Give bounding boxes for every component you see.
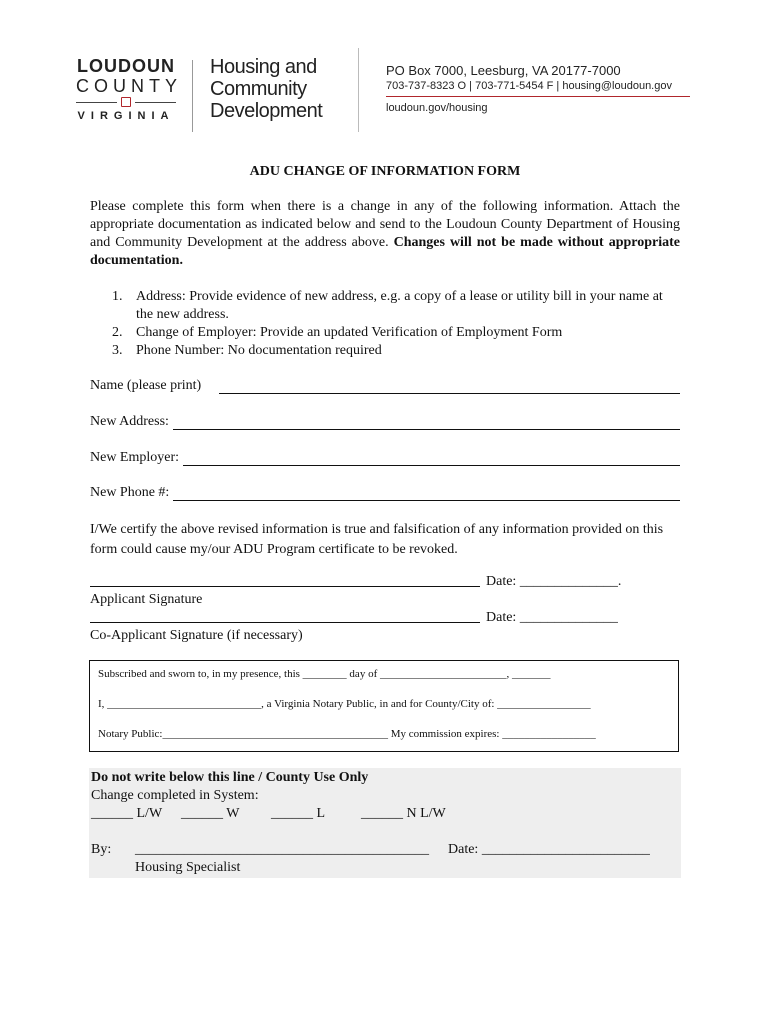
contact-block <box>386 62 690 115</box>
notary-line-2[interactable]: I, ____________________________, a Virginia Notary Public, in and for County/City of: _________________ <box>98 698 591 710</box>
county-seal-icon <box>121 97 131 107</box>
mailing-address: PO Box 7000, Leesburg, VA 20177-7000 <box>386 63 621 78</box>
list-item: 1. Address: Provide evidence of new address, e.g. a copy of a lease or utility bill in your name at the new address. <box>112 289 663 322</box>
dept-line-1: Housing and <box>210 56 317 78</box>
accent-rule <box>386 96 690 97</box>
phone-email: 703-737-8323 O | 703-771-5454 F | housing@loudoun.gov <box>386 80 672 92</box>
employer-label: New Employer: <box>90 450 180 465</box>
address-field <box>90 414 680 430</box>
documentation-list <box>112 288 680 360</box>
applicant-signature-label: Applicant Signature <box>90 592 203 607</box>
option-w[interactable]: ______ W <box>181 806 240 821</box>
phone-input-line[interactable] <box>173 486 680 501</box>
address-input-line[interactable] <box>173 415 680 430</box>
applicant-signature-line[interactable] <box>90 586 480 587</box>
logo-rule <box>76 97 176 107</box>
certification-text: I/We certify the above revised information is true and falsification of any information provided on this form could cause my/our ADU Program certificate to be revoked. <box>90 522 664 557</box>
logo-divider <box>192 60 193 132</box>
coapplicant-signature-line[interactable] <box>90 622 480 623</box>
county-use-section <box>89 768 681 878</box>
name-input-line[interactable] <box>219 379 680 394</box>
coapplicant-date[interactable]: Date: ______________ <box>486 610 618 625</box>
county-date[interactable]: Date: ________________________ <box>448 842 650 857</box>
housing-specialist-label: Housing Specialist <box>135 860 241 875</box>
contact-divider <box>358 48 359 132</box>
website: loudoun.gov/housing <box>386 102 488 114</box>
coapplicant-signature-label: Co-Applicant Signature (if necessary) <box>90 628 303 643</box>
address-label: New Address: <box>90 414 169 429</box>
phone-field <box>90 485 680 501</box>
applicant-date[interactable]: Date: ______________. <box>486 574 622 589</box>
name-label: Name (please print) <box>90 378 202 393</box>
notary-line-1[interactable]: Subscribed and sworn to, in my presence, this ________ day of _______________________, _______ <box>98 668 551 680</box>
loudoun-county-logo <box>76 56 182 123</box>
county-use-heading: Do not write below this line / County Use Only <box>91 770 369 785</box>
intro-bold: Changes will not be made without appropriate documentation. <box>90 235 680 268</box>
form-title: ADU CHANGE OF INFORMATION FORM <box>249 164 521 179</box>
option-lw[interactable]: ______ L/W <box>91 806 163 821</box>
name-field <box>90 378 680 394</box>
letterhead <box>0 48 770 138</box>
intro-paragraph <box>90 198 680 270</box>
employer-input-line[interactable] <box>183 451 680 466</box>
intro-text: Please complete this form when there is a change in any of the following information. Attach the appropriate documentation as indicated below and send to the Loudoun County Department of Housing and Community Development at the address above. <box>90 199 680 250</box>
department-logo <box>210 56 322 122</box>
dept-line-2: Community <box>210 78 307 100</box>
notary-box <box>89 660 679 752</box>
employer-field <box>90 450 680 466</box>
logo-line-3: VIRGINIA <box>77 110 175 122</box>
option-l[interactable]: ______ L <box>271 806 326 821</box>
list-item: 2. Change of Employer: Provide an updated Verification of Employment Form <box>112 325 563 340</box>
change-completed-label: Change completed in System: <box>91 788 259 803</box>
notary-line-3[interactable]: Notary Public:_________________________________________ My commission expires: _________________ <box>98 728 596 740</box>
option-nlw[interactable]: ______ N L/W <box>361 806 446 821</box>
by-line[interactable]: __________________________________________ <box>135 842 429 857</box>
by-label: By: <box>91 842 112 857</box>
phone-label: New Phone #: <box>90 485 170 500</box>
logo-line-1: LOUDOUN <box>77 56 175 76</box>
logo-line-2: COUNTY <box>76 76 182 96</box>
list-item: 3. Phone Number: No documentation required <box>112 343 382 358</box>
dept-line-3: Development <box>210 100 323 122</box>
